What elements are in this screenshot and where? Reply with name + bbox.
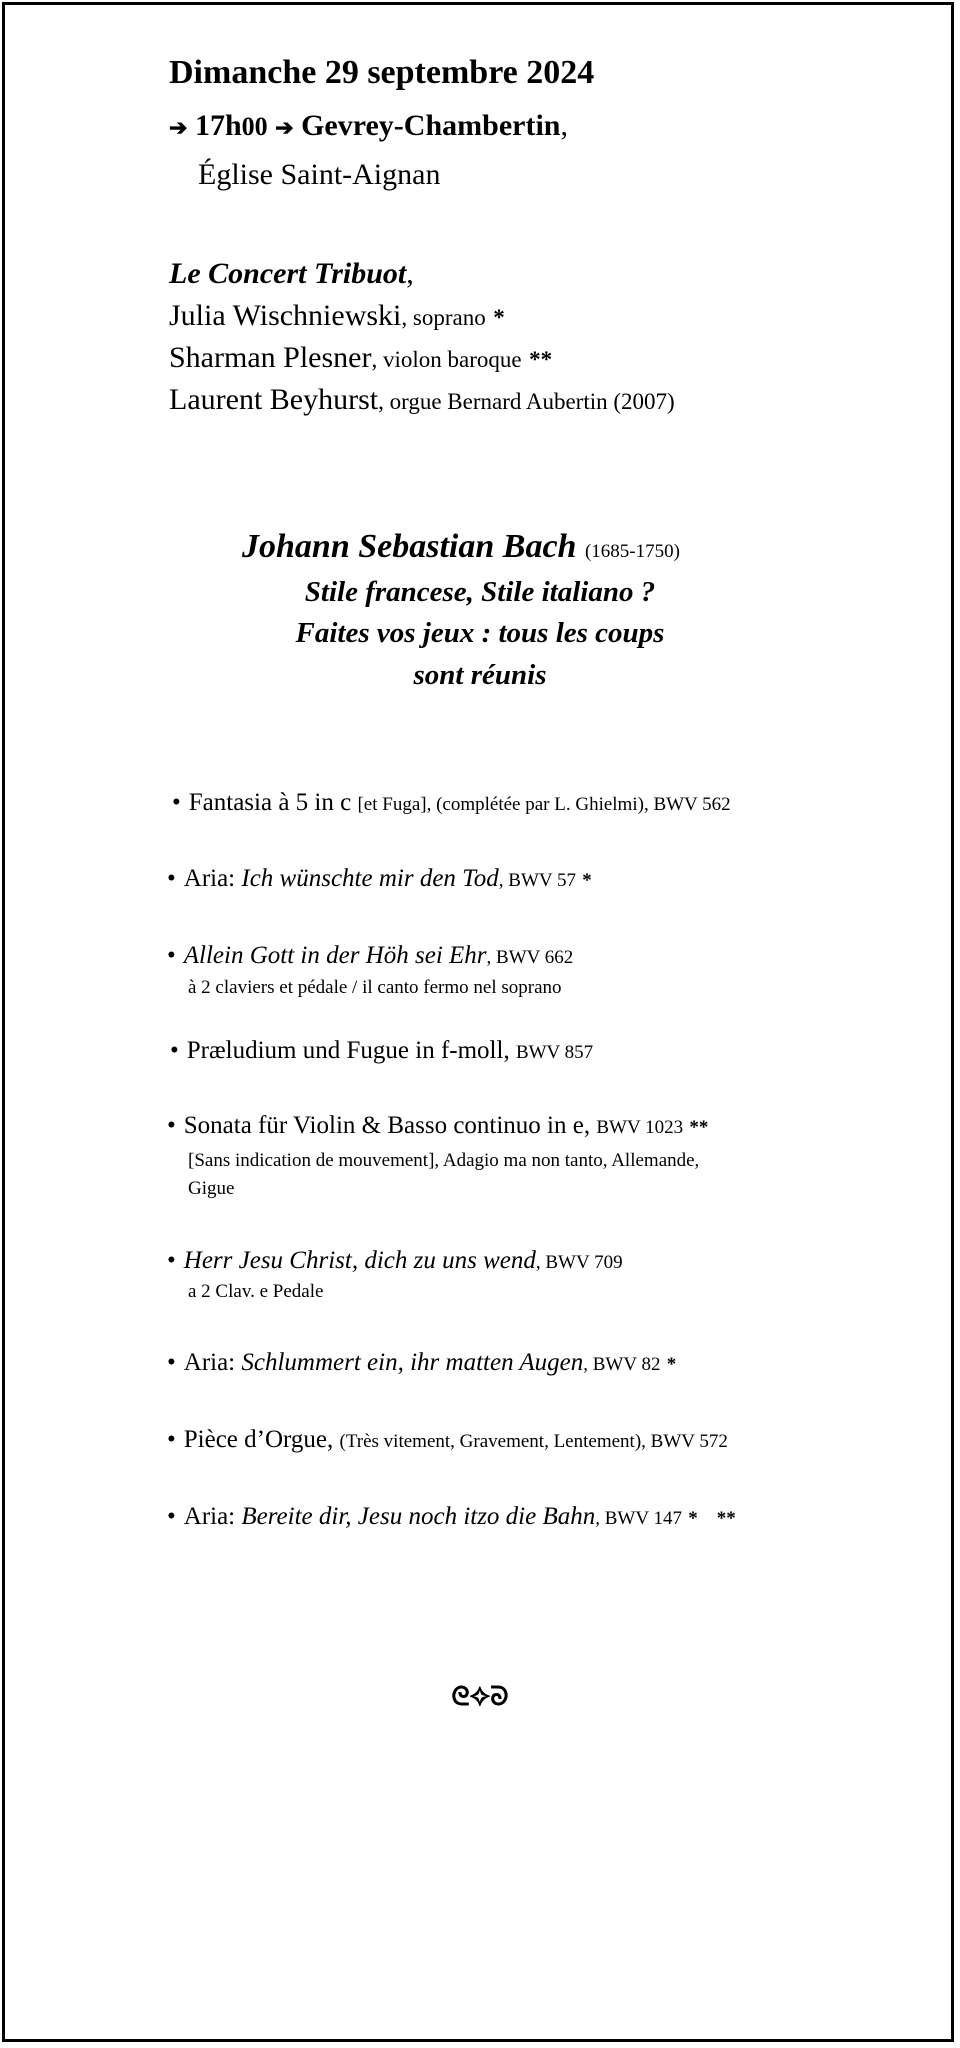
piece-details: , BWV 662 [486,947,574,968]
bullet: • [167,1426,176,1453]
program-item [167,1248,623,1273]
piece-prefix: Aria: [183,865,242,892]
ensemble-label: Le Concert Tribuot [169,257,407,290]
performer [169,301,505,331]
piece-note: à 2 claviers et pédale / il canto fermo nel soprano [188,977,562,998]
piece-details: [et Fuga], (complétée par L. Ghielmi), BWV 562 [357,794,731,815]
asterisk-mark: * [493,305,505,330]
piece-details: BWV 857 [515,1042,594,1063]
piece-details: , BWV 709 [535,1252,623,1273]
piece-details: , BWV 82 [583,1354,661,1375]
location-comma: , [560,109,568,142]
program-subtitle: Stile francese, Stile italiano ? [304,576,656,608]
program-item [167,1113,708,1138]
performer [169,343,552,373]
program-item [172,790,731,815]
piece-note: [Sans indication de mouvement], Adagio ma non tanto, Allemande, [188,1150,700,1171]
time-minutes: 00 [241,112,268,141]
time-location-line [169,111,568,141]
piece-details: (Très vitement, Gravement, Lentement), BWV 572 [339,1431,728,1452]
piece-note: a 2 Clav. e Pedale [188,1281,324,1302]
piece-prefix: Aria: [183,1349,242,1376]
program-item [167,866,592,891]
piece-title: Bereite dir, Jesu noch itzo die Bahn [241,1503,596,1530]
composer-name: Johann Sebastian Bach [242,528,577,565]
piece-title: Sonata für Violin & Basso continuo in e, [183,1112,597,1139]
program-item [167,1350,676,1375]
location: Gevrey-Chambertin [301,109,561,142]
asterisk-mark: * [582,870,592,891]
program-item [167,943,573,968]
performer-name: Sharman Plesner [169,341,372,374]
piece-title: Herr Jesu Christ, dich zu uns wend [183,1247,536,1274]
ensemble-name [169,259,414,289]
composer-heading [242,530,680,564]
program-item [167,1427,728,1452]
bullet: • [172,789,181,816]
performer [169,385,675,415]
bullet: • [167,1349,176,1376]
piece-note: Gigue [188,1178,235,1199]
bullet: • [170,1037,179,1064]
asterisk-mark: * ** [688,1508,736,1529]
piece-title: Pièce d’Orgue, [183,1426,340,1453]
bullet: • [167,1503,176,1530]
performer-name: Laurent Beyhurst [169,383,379,416]
program-item [167,1504,736,1529]
piece-prefix: Aria: [183,1503,242,1530]
piece-title: Ich wünschte mir den Tod [241,865,499,892]
piece-details: BWV 1023 [596,1117,684,1138]
piece-details: , BWV 147 [595,1508,682,1529]
piece-title: Præludium und Fugue in f-moll, [186,1037,516,1064]
asterisk-mark: * [666,1354,677,1375]
ornament-icon: ᘓ✧ᘐ [451,1682,509,1711]
bullet: • [167,865,176,892]
arrow-icon: ➔ [169,115,188,140]
composer-dates: (1685-1750) [584,541,680,562]
piece-title: Schlummert ein, ihr matten Augen [241,1349,584,1376]
piece-details: , BWV 57 [498,870,577,891]
venue: Église Saint-Aignan [198,158,441,191]
program-item [170,1038,593,1063]
performer-name: Julia Wischniewski [169,299,402,332]
performer-role: , soprano [401,305,486,330]
bullet: • [167,1247,176,1274]
concert-date: Dimanche 29 septembre 2024 [169,54,595,91]
program-subtitle: sont réunis [413,659,547,691]
asterisk-mark: ** [689,1117,709,1138]
piece-title: Allein Gott in der Höh sei Ehr [183,942,487,969]
performer-role: , orgue Bernard Aubertin (2007) [378,389,675,414]
bullet: • [167,1112,176,1139]
piece-title: Fantasia à 5 in c [188,789,358,816]
asterisk-mark: ** [529,347,553,372]
arrow-icon: ➔ [275,115,294,140]
ensemble-comma: , [406,257,414,290]
program-subtitle: Faites vos jeux : tous les coups [295,617,665,649]
time-hours: 17h [194,109,242,142]
performer-role: , violon baroque [371,347,522,372]
bullet: • [167,942,176,969]
